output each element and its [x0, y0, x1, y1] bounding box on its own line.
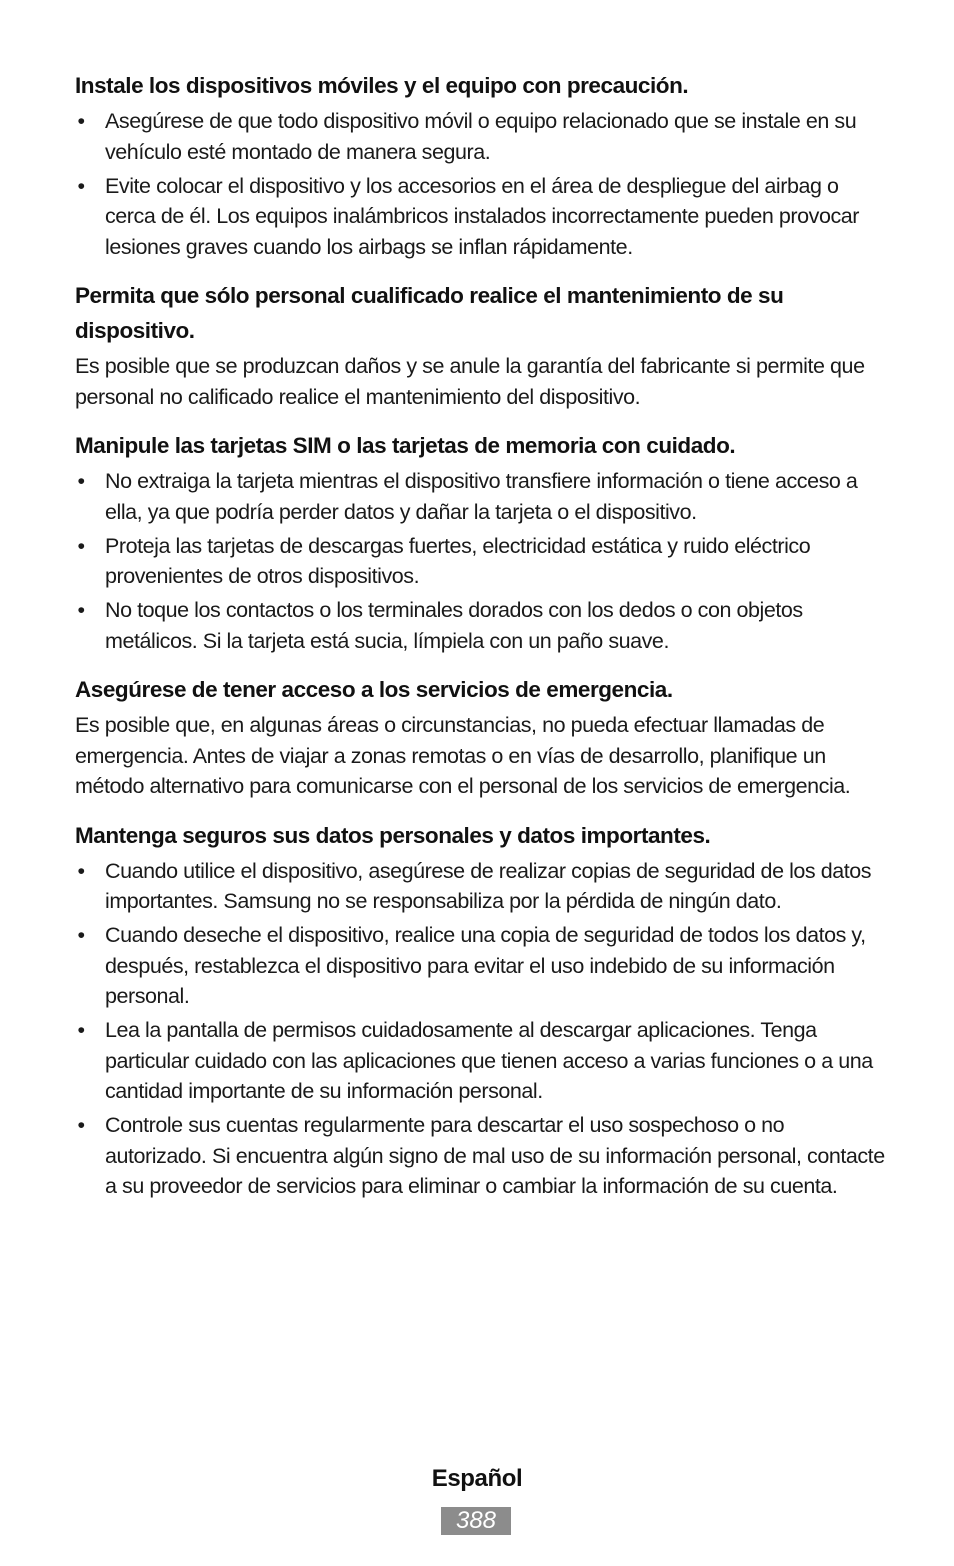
list-item	[75, 1110, 885, 1202]
section-heading: Permita que sólo personal cualificado realice el mantenimiento de su dispositivo.	[75, 283, 784, 343]
bullet-marker: •	[77, 858, 85, 883]
list-item-text: Proteja las tarjetas de descargas fuertes, electricidad estática y ruido eléctrico provenientes de otros dispositivos.	[105, 533, 811, 588]
list-item	[75, 171, 885, 263]
list-item-text: Cuando deseche el dispositivo, realice una copia de seguridad de todos los datos y, después, restablezca el dispositivo para evitar el uso indebido de su información personal.	[105, 923, 866, 1008]
document-body	[75, 68, 885, 1218]
section-paragraph: Es posible que, en algunas áreas o circunstancias, no pueda efectuar llamadas de emergencia. Antes de viajar a zonas remotas o en vías de desarrollo, planifique un método alternativo para comunicarse con el personal de los servicios de emergencia.	[75, 713, 851, 798]
bullet-marker: •	[77, 1018, 85, 1042]
section-emergency-services	[75, 672, 885, 802]
list-item-text: Controle sus cuentas regularmente para descartar el uso sospechoso o no autorizado. Si encuentra algún signo de mal uso de su información personal, contacte a su proveedor de servicios para eliminar o cambiar la información de su cuenta.	[105, 1113, 885, 1198]
list-item-text: Lea la pantalla de permisos cuidadosamente al descargar aplicaciones. Tenga particular cuidado con las aplicaciones que tienen acceso a varias funciones o a una cantidad importante de su información personal.	[105, 1018, 873, 1103]
section-personal-data	[75, 818, 885, 1202]
list-item-text: Evite colocar el dispositivo y los accesorios en el área de despliegue del airbag o cerca de él. Los equipos inalámbricos instalados incorrectamente pueden provocar lesiones graves cuando los airbags se inflan rápidamente.	[105, 173, 859, 259]
section-qualified-maintenance	[75, 278, 885, 412]
bullet-marker: •	[77, 533, 85, 558]
list-item-text: No extraiga la tarjeta mientras el dispositivo transfiere información o tiene acceso a ella, ya que podría perder datos y dañar la tarjeta o el dispositivo.	[105, 469, 858, 524]
list-item-text: No toque los contactos o los terminales dorados con los dedos o con objetos metálicos. Si la tarjeta está sucia, límpiela con un paño suave.	[105, 598, 803, 653]
section-heading: Manipule las tarjetas SIM o las tarjetas de memoria con cuidado.	[75, 433, 736, 458]
section-heading: Mantenga seguros sus datos personales y datos importantes.	[75, 822, 711, 848]
page-number-badge: 388	[441, 1507, 511, 1535]
bullet-list	[75, 106, 885, 262]
bullet-marker: •	[77, 173, 85, 198]
bullet-marker: •	[77, 469, 85, 493]
list-item-text: Asegúrese de que todo dispositivo móvil o equipo relacionado que se instale en su vehículo esté montado de manera segura.	[105, 109, 857, 164]
section-sim-cards	[75, 428, 885, 656]
list-item	[75, 856, 885, 917]
section-heading: Asegúrese de tener acceso a los servicios de emergencia.	[75, 677, 673, 702]
footer-language-label: Español	[431, 1465, 523, 1492]
bullet-list	[75, 466, 885, 656]
bullet-marker: •	[77, 598, 85, 622]
list-item	[75, 106, 885, 167]
bullet-marker: •	[77, 923, 85, 947]
list-item	[75, 920, 885, 1012]
section-paragraph: Es posible que se produzcan daños y se anule la garantía del fabricante si permite que personal no calificado realice el mantenimiento del dispositivo.	[75, 354, 865, 409]
section-heading: Instale los dispositivos móviles y el equipo con precaución.	[75, 73, 689, 98]
bullet-marker: •	[77, 1113, 85, 1137]
list-item	[75, 595, 885, 656]
bullet-marker: •	[77, 109, 85, 133]
list-item	[75, 1015, 885, 1107]
list-item-text: Cuando utilice el dispositivo, asegúrese de realizar copias de seguridad de los datos importantes. Samsung no se responsabiliza por la pérdida de ningún dato.	[105, 858, 872, 913]
section-install-devices	[75, 68, 885, 262]
bullet-list	[75, 856, 885, 1202]
list-item	[75, 466, 885, 527]
list-item	[75, 531, 885, 592]
